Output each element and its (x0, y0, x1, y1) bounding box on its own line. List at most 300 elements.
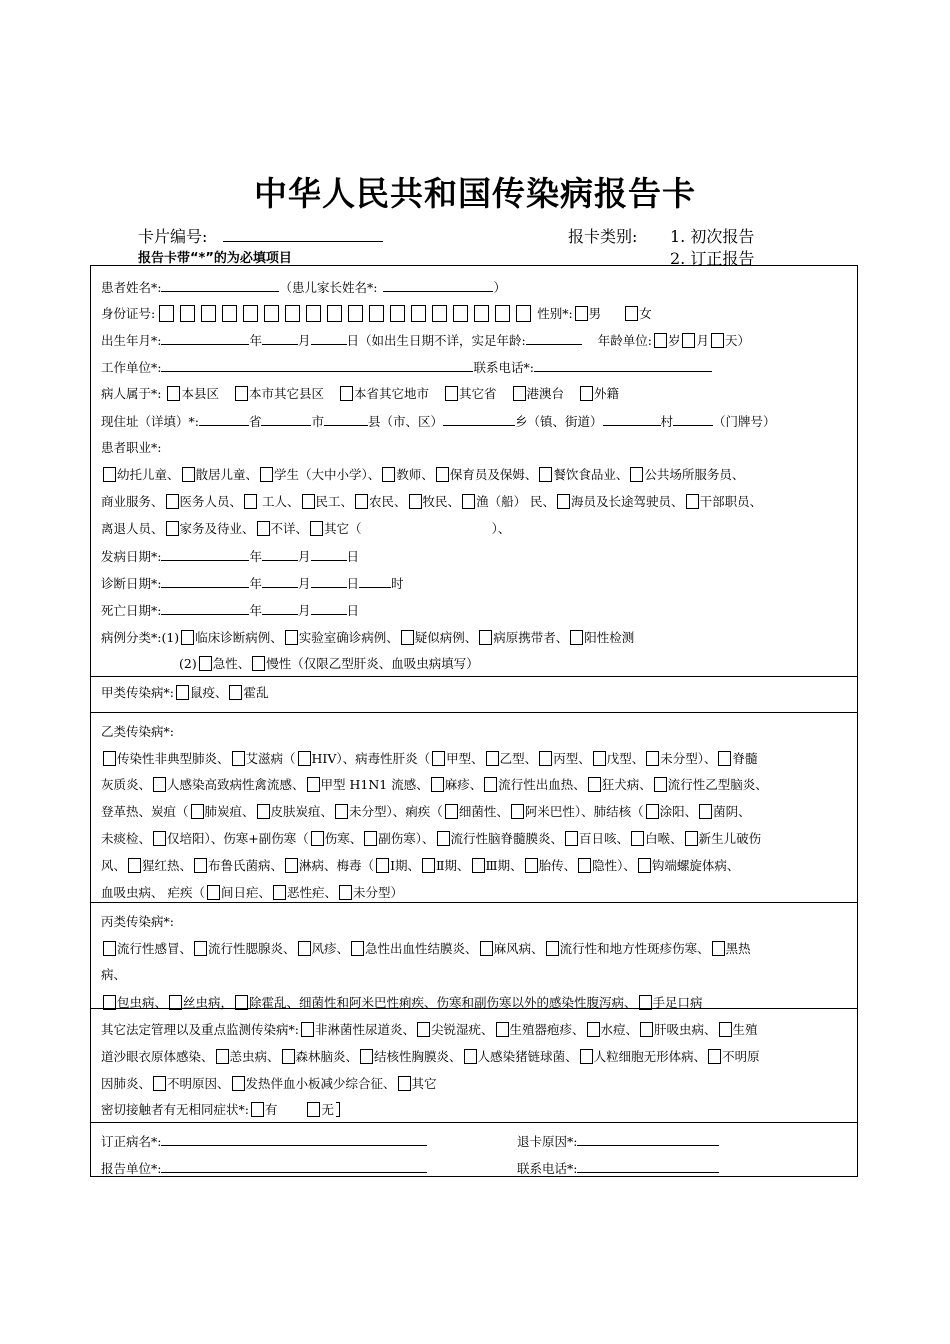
option-checkbox[interactable] (445, 804, 458, 819)
option-checkbox[interactable] (194, 941, 207, 956)
option-checkbox[interactable] (103, 941, 116, 956)
disease-label: 生殖器疱疹、 (509, 1022, 585, 1037)
divider (91, 902, 857, 903)
option-label: 森林脑炎、 (295, 1049, 359, 1064)
patient-name-field[interactable] (161, 279, 279, 292)
line-prefix: 登革热、炭疽（ (101, 804, 189, 819)
option-label: 结核性胸膜炎、 (374, 1049, 462, 1064)
class-b-label: 乙类传染病*: (101, 724, 174, 739)
option-label: 甲型、 (446, 751, 484, 766)
option-label: 人感染猪链球菌、 (477, 1049, 578, 1064)
option-label: 未分型）、痢疾（ (349, 804, 443, 819)
corrected-name-row: 订正病名*: (101, 1133, 427, 1150)
sex-male-checkbox[interactable] (575, 306, 588, 321)
option-label: 流行性脑脊髓膜炎、 (450, 831, 564, 846)
option-label: 包虫病、 (117, 995, 168, 1010)
option-checkbox[interactable] (103, 467, 116, 482)
case-class-option: 实验室确诊病例、 (298, 630, 399, 645)
case-class-checkbox[interactable] (285, 630, 298, 645)
option-checkbox[interactable] (153, 831, 166, 846)
disease-checkbox[interactable] (301, 1022, 314, 1037)
contact-row: 密切接触者有无相同症状*: 有 无 (101, 1102, 341, 1118)
disease-label: 霍乱 (243, 685, 269, 700)
case-class-row-1 (101, 630, 634, 646)
disease-checkbox[interactable] (640, 1022, 653, 1037)
option-checkbox[interactable] (445, 386, 458, 401)
option-checkbox[interactable] (207, 885, 220, 900)
class-c-line-2: 病、 (101, 967, 127, 982)
diag-year-field[interactable] (161, 575, 249, 588)
id-digit-box[interactable] (264, 305, 279, 322)
id-digit-box[interactable] (390, 305, 405, 322)
class-a-row (101, 685, 269, 701)
option-checkbox[interactable] (511, 804, 524, 819)
option-checkbox[interactable] (153, 1076, 166, 1091)
option-checkbox[interactable] (631, 831, 644, 846)
line-prefix: 灰质炎、 (101, 777, 152, 792)
option-label: 肺炭疽、 (204, 804, 255, 819)
option-label: 其它 (411, 1076, 437, 1091)
option-label: 人粒细胞无形体病、 (593, 1049, 707, 1064)
work-row: 工作单位*: 联系电话*: (101, 359, 712, 376)
class-b-line-6 (101, 885, 403, 901)
option-label: 家务及待业、 (179, 521, 255, 536)
option-checkbox[interactable] (311, 831, 324, 846)
job-line-1 (101, 467, 744, 483)
option-checkbox[interactable] (484, 777, 497, 792)
option-label: 公共场所服务员、 (644, 467, 745, 482)
report-phone-field[interactable] (577, 1160, 719, 1173)
option-label: 淋病、梅毒（ (299, 858, 375, 873)
id-digit-box[interactable] (222, 305, 237, 322)
case-class-option: 临床诊断病例、 (195, 630, 283, 645)
province-field[interactable] (199, 413, 249, 426)
option-checkbox[interactable] (191, 804, 204, 819)
work-unit-field[interactable] (161, 359, 473, 372)
option-checkbox[interactable] (462, 494, 475, 509)
option-checkbox[interactable] (539, 751, 552, 766)
case-class-option: 阳性检测 (584, 630, 635, 645)
option-checkbox[interactable] (580, 386, 593, 401)
option-label: 本省其它地市 (353, 386, 429, 401)
option-checkbox[interactable] (422, 858, 435, 873)
class-b-line-3 (101, 804, 751, 820)
option-checkbox[interactable] (167, 386, 180, 401)
option-label: 工人、 (258, 494, 300, 509)
onset-month-field[interactable] (262, 548, 298, 561)
option-label: 流行性出血热、 (498, 777, 586, 792)
option-checkbox[interactable] (480, 941, 493, 956)
diag-hour-field[interactable] (359, 575, 391, 588)
option-label: 乙型、 (499, 751, 538, 766)
option-label: 恙虫病、 (229, 1049, 280, 1064)
option-label: 其它省 (459, 386, 497, 401)
diag-month-field[interactable] (262, 575, 298, 588)
acute-checkbox[interactable] (199, 656, 212, 671)
option-label: 保育员及保姆、 (449, 467, 538, 482)
class-b-line-5 (101, 858, 739, 874)
option-checkbox[interactable] (260, 467, 273, 482)
page-title: 中华人民共和国传染病报告卡 (254, 174, 696, 213)
disease-label: 鼠疫、 (189, 685, 228, 700)
class-c-line-1 (101, 941, 751, 957)
contact-no-checkbox[interactable] (307, 1102, 320, 1117)
class-c-label: 丙类传染病*: (101, 914, 174, 929)
option-checkbox[interactable] (513, 386, 526, 401)
option-checkbox[interactable] (486, 751, 499, 766)
option-checkbox[interactable] (169, 995, 182, 1010)
option-checkbox[interactable] (298, 941, 311, 956)
onset-date-row: 发病日期*: 年 月 日 (101, 549, 360, 564)
option-checkbox[interactable] (588, 777, 601, 792)
disease-label: 水痘、 (600, 1022, 639, 1037)
patient-phone-field[interactable] (534, 359, 712, 372)
option-label: 流行性乙型脑炎、 (667, 777, 768, 792)
option-label: 农民、 (369, 494, 407, 509)
option-checkbox[interactable] (565, 831, 578, 846)
option-checkbox[interactable] (216, 1049, 229, 1064)
report-unit-row: 报告单位*: (101, 1160, 427, 1177)
option-checkbox[interactable] (382, 467, 395, 482)
option-label: 医务人员、 (179, 494, 243, 509)
case-class-checkbox[interactable] (570, 630, 583, 645)
id-digit-box[interactable] (453, 305, 468, 322)
onset-day-field[interactable] (311, 548, 347, 561)
option-label: 副伤寒）、 (378, 831, 435, 846)
disease-label: 尖锐湿疣、 (430, 1022, 494, 1037)
parent-name-field[interactable] (383, 279, 493, 292)
divider (91, 712, 857, 713)
birth-month-field[interactable] (262, 332, 298, 345)
option-checkbox[interactable] (194, 858, 207, 873)
other-line-1 (101, 1022, 758, 1038)
id-digit-box[interactable] (348, 305, 363, 322)
report-form (90, 265, 858, 1177)
id-digit-box[interactable] (474, 305, 489, 322)
line-prefix: 商业服务、 (101, 494, 164, 509)
reject-reason-row: 退卡原因*: (517, 1133, 719, 1150)
option-label: 丙型、 (553, 751, 591, 766)
town-field[interactable] (443, 413, 515, 426)
option-checkbox[interactable] (432, 751, 445, 766)
option-checkbox[interactable] (232, 1076, 245, 1091)
county-field[interactable] (324, 413, 368, 426)
disease-checkbox[interactable] (417, 1022, 430, 1037)
option-label: 新生儿破伤 (698, 831, 762, 846)
option-label: 间日疟、 (220, 885, 271, 900)
option-checkbox[interactable] (235, 995, 248, 1010)
option-label: 戊型、 (606, 751, 645, 766)
option-label: 外籍 (594, 386, 620, 401)
option-checkbox[interactable] (103, 995, 116, 1010)
option-label: Ⅲ期、 (485, 858, 523, 873)
option-label: 干部职员、 (699, 494, 763, 509)
job-line-2 (101, 494, 762, 510)
address-row: 现住址（详填）*: 省 市 县（市、区） 乡（镇、街道） 村 （门牌号） (101, 414, 776, 429)
birth-row: 出生年月*: 年 月 日（如出生日期不详，实足年龄: 年龄单位: 岁 月 天） (101, 333, 750, 348)
class-b-line-1 (101, 751, 758, 767)
option-label: 手足口病 (652, 995, 703, 1010)
id-digit-box[interactable] (369, 305, 384, 322)
class-a-label: 甲类传染病*: (101, 685, 174, 700)
patient-name-row: 患者姓名*: （患儿家长姓名*: ） (101, 280, 506, 295)
id-digit-box[interactable] (180, 305, 195, 322)
option-label: 未分型） (353, 885, 404, 900)
disease-label: 非淋菌性尿道炎、 (314, 1022, 415, 1037)
option-label: 隐性）、 (592, 858, 636, 873)
village-field[interactable] (603, 413, 661, 426)
id-digit-box[interactable] (306, 305, 321, 322)
option-checkbox[interactable] (580, 1049, 593, 1064)
option-checkbox[interactable] (638, 858, 651, 873)
id-digit-box[interactable] (327, 305, 342, 322)
line-prefix: 因肺炎、 (101, 1076, 152, 1091)
death-day-field[interactable] (311, 602, 347, 615)
disease-label: 生殖 (732, 1022, 758, 1037)
option-label: 其它（ (324, 521, 362, 536)
option-label: 艾滋病（ (245, 751, 296, 766)
option-label: 不明原因、 (167, 1076, 230, 1091)
card-number-text: 卡片编号: (138, 227, 208, 246)
id-digit-box[interactable] (285, 305, 300, 322)
disease-checkbox[interactable] (176, 685, 189, 700)
card-type-initial: 1. 初次报告 (670, 227, 755, 246)
report-unit-field[interactable] (161, 1160, 427, 1173)
option-checkbox[interactable] (630, 467, 643, 482)
option-label: 流行性感冒、 (117, 941, 193, 956)
option-label: 海员及长途驾驶员、 (571, 494, 684, 509)
option-checkbox[interactable] (232, 751, 245, 766)
death-year-field[interactable] (161, 602, 249, 615)
death-date-row: 死亡日期*: 年 月 日 (101, 603, 360, 618)
case-class-option: 疑似病例、 (414, 630, 478, 645)
option-label: 白喉、 (645, 831, 683, 846)
birth-year-field[interactable] (161, 332, 249, 345)
case-class-label: 病例分类*: (101, 630, 162, 645)
option-label: 港澳台 (526, 386, 565, 401)
option-label: 涂阳、 (659, 804, 698, 819)
option-label: 发热伴血小板减少综合征、 (245, 1076, 396, 1091)
option-label: 幼托儿童、 (117, 467, 180, 482)
case-class-option: 病原携带者、 (493, 630, 569, 645)
line-prefix: 血吸虫病、 疟疾（ (101, 885, 205, 900)
option-label: 不明原 (722, 1049, 760, 1064)
case-class-checkbox[interactable] (479, 630, 492, 645)
option-checkbox[interactable] (302, 494, 315, 509)
line-prefix: 未痰检、 (101, 831, 152, 846)
disease-checkbox[interactable] (229, 685, 242, 700)
option-checkbox[interactable] (244, 494, 257, 509)
case-class-checkbox[interactable] (401, 630, 414, 645)
option-checkbox[interactable] (409, 494, 422, 509)
option-label: 伤寒、 (324, 831, 363, 846)
option-checkbox[interactable] (472, 858, 485, 873)
chronic-checkbox[interactable] (252, 656, 265, 671)
option-label: 甲型 H1N1 流感、 (320, 777, 429, 792)
option-label: Ⅱ期、 (436, 858, 470, 873)
age-field[interactable] (526, 332, 582, 345)
city-field[interactable] (261, 413, 311, 426)
option-label: 传染性非典型肺炎、 (117, 751, 230, 766)
id-digit-box[interactable] (243, 305, 258, 322)
id-digit-box[interactable] (495, 305, 510, 322)
option-checkbox[interactable] (708, 1049, 721, 1064)
option-label: 散居儿童、 (195, 467, 259, 482)
case-class-checkbox[interactable] (181, 630, 194, 645)
option-checkbox[interactable] (235, 386, 248, 401)
option-checkbox[interactable] (654, 777, 667, 792)
class-b-line-4 (101, 831, 761, 847)
option-label: 阿米巴性）、肺结核（ (524, 804, 644, 819)
line-prefix: 道沙眼衣原体感染、 (101, 1049, 214, 1064)
belong-row: 病人属于*: 本县区 本市其它县区 本省其它地市 其它省 港澳台 外籍 (101, 386, 633, 402)
id-digit-box[interactable] (411, 305, 426, 322)
diag-day-field[interactable] (311, 575, 347, 588)
id-row: 身份证号: 性别*: 男 女 (101, 306, 652, 321)
option-label: 牧民、 (422, 494, 461, 509)
option-label: 未分型）、 (660, 751, 717, 766)
option-label: 恶性疟、 (287, 885, 338, 900)
option-checkbox[interactable] (103, 751, 116, 766)
option-label: HIV）、病毒性肝炎（ (311, 751, 431, 766)
option-label: 学生（大中小学）、 (274, 467, 381, 482)
age-unit-month-checkbox[interactable] (682, 333, 695, 348)
divider (91, 676, 857, 677)
id-digit-box[interactable] (159, 305, 174, 322)
option-label: 急性出血性结膜炎、 (365, 941, 478, 956)
option-checkbox[interactable] (351, 941, 364, 956)
reject-reason-field[interactable] (577, 1133, 719, 1146)
contact-no-box-edge (336, 1102, 340, 1117)
card-number-label (138, 224, 383, 247)
option-checkbox[interactable] (128, 858, 141, 873)
option-checkbox[interactable] (335, 804, 348, 819)
class-b-line-2 (101, 777, 768, 793)
option-checkbox[interactable] (310, 521, 323, 536)
house-number-field[interactable] (673, 413, 713, 426)
option-label: 钩端螺旋体病、 (651, 858, 740, 873)
class-c-line-3 (101, 995, 703, 1011)
other-diseases-label: 其它法定管理以及重点监测传染病*: (101, 1022, 299, 1037)
option-checkbox[interactable] (557, 494, 570, 509)
other-job-close: ）、 (491, 521, 511, 536)
case-class-index: (1) (161, 630, 180, 645)
sex-female-checkbox[interactable] (625, 306, 638, 321)
onset-year-field[interactable] (161, 548, 249, 561)
option-label: 丝虫病， (183, 995, 234, 1010)
option-checkbox[interactable] (376, 858, 389, 873)
age-unit-year-checkbox[interactable] (654, 333, 667, 348)
option-label: 不详、 (270, 521, 309, 536)
option-label: 风疹、 (311, 941, 350, 956)
disease-checkbox[interactable] (496, 1022, 509, 1037)
option-checkbox[interactable] (398, 1076, 411, 1091)
option-checkbox[interactable] (646, 751, 659, 766)
option-label: 菌阴、 (713, 804, 751, 819)
card-type-corrected: 2. 订正报告 (670, 249, 755, 268)
other-line-2 (101, 1049, 760, 1065)
option-label: 本市其它县区 (248, 386, 324, 401)
option-checkbox[interactable] (685, 831, 698, 846)
option-checkbox[interactable] (578, 858, 591, 873)
line-prefix: 风、 (101, 858, 127, 873)
case-class-row-2: (2) 急性、 慢性（仅限乙型肝炎、血吸虫病填写） (179, 656, 479, 671)
job-label: 患者职业*: (101, 440, 162, 455)
option-checkbox[interactable] (282, 1049, 295, 1064)
id-number-boxes[interactable] (159, 306, 537, 321)
option-checkbox[interactable] (273, 885, 286, 900)
id-digit-box[interactable] (201, 305, 216, 322)
option-checkbox[interactable] (546, 941, 559, 956)
corrected-name-field[interactable] (161, 1133, 427, 1146)
option-label: 猩红热、 (142, 858, 193, 873)
option-checkbox[interactable] (340, 386, 353, 401)
id-digit-box[interactable] (432, 305, 447, 322)
option-checkbox[interactable] (182, 467, 195, 482)
option-checkbox[interactable] (686, 494, 699, 509)
option-checkbox[interactable] (339, 885, 352, 900)
contact-yes-checkbox[interactable] (251, 1102, 264, 1117)
option-checkbox[interactable] (639, 995, 652, 1010)
option-label: Ⅰ期、 (390, 858, 421, 873)
option-checkbox[interactable] (298, 751, 311, 766)
option-checkbox[interactable] (307, 777, 320, 792)
id-digit-box[interactable] (516, 305, 531, 322)
option-label: 餐饮食品业、 (553, 467, 629, 482)
option-label: 麻疹、 (444, 777, 483, 792)
option-checkbox[interactable] (166, 494, 179, 509)
option-label: 细菌性、 (458, 804, 509, 819)
option-label: 本县区 (181, 386, 219, 401)
option-checkbox[interactable] (646, 804, 659, 819)
option-checkbox[interactable] (153, 777, 166, 792)
age-unit-day-checkbox[interactable] (711, 333, 724, 348)
option-checkbox[interactable] (718, 751, 731, 766)
option-checkbox[interactable] (257, 804, 270, 819)
birth-day-field[interactable] (311, 332, 347, 345)
option-checkbox[interactable] (360, 1049, 373, 1064)
option-checkbox[interactable] (712, 941, 725, 956)
option-label: 皮肤炭疽、 (270, 804, 334, 819)
option-checkbox[interactable] (166, 521, 179, 536)
option-checkbox[interactable] (593, 751, 606, 766)
option-label: 胎传、 (538, 858, 577, 873)
option-checkbox[interactable] (525, 858, 538, 873)
required-note: 报告卡带“*”的为必填项目 (138, 251, 292, 266)
job-line-3 (101, 521, 510, 537)
option-checkbox[interactable] (285, 858, 298, 873)
option-checkbox[interactable] (699, 804, 712, 819)
card-number-field[interactable] (223, 227, 383, 242)
option-checkbox[interactable] (431, 777, 444, 792)
option-label: 百日咳、 (579, 831, 630, 846)
option-checkbox[interactable] (464, 1049, 477, 1064)
disease-checkbox[interactable] (587, 1022, 600, 1037)
death-month-field[interactable] (262, 602, 298, 615)
option-checkbox[interactable] (257, 521, 270, 536)
disease-label: 肝吸虫病、 (654, 1022, 717, 1037)
option-label: 人感染高致病性禽流感、 (167, 777, 305, 792)
other-line-3 (101, 1076, 437, 1092)
disease-checkbox[interactable] (719, 1022, 732, 1037)
option-checkbox[interactable] (436, 467, 449, 482)
option-checkbox[interactable] (437, 831, 450, 846)
option-checkbox[interactable] (539, 467, 552, 482)
option-checkbox[interactable] (355, 494, 368, 509)
option-checkbox[interactable] (364, 831, 377, 846)
line-prefix: 离退人员、 (101, 521, 164, 536)
card-type-label: 报卡类别: (568, 227, 638, 246)
